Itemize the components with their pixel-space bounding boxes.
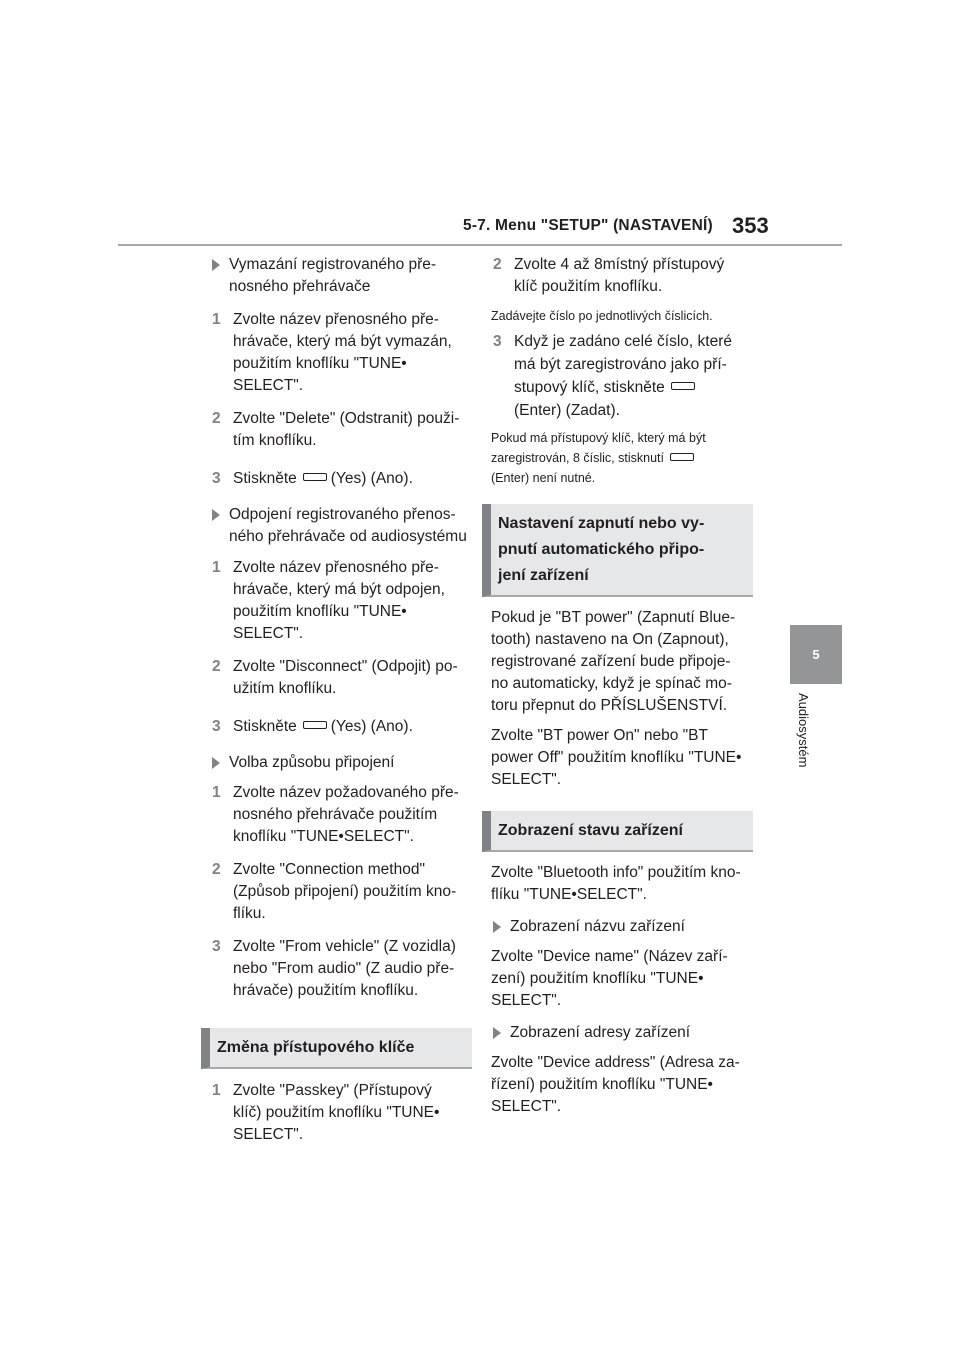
- auto-connect-instruction: Zvolte "BT power On" nebo "BT power Off" použitím knoflíku "TUNE• SELECT".: [491, 727, 742, 788]
- note-digits: Zadávejte číslo po jednotlivých číslicích.: [491, 309, 713, 323]
- enter-button-icon: [670, 453, 694, 461]
- step-text-pre: Stiskněte: [233, 470, 297, 487]
- auto-connect-section-heading: Nastavení zapnutí nebo vy- pnutí automatického připo- jení zařízení: [482, 504, 753, 597]
- step-text: Zvolte název požadovaného pře- nosného přehrávače použitím knoflíku "TUNE•SELECT".: [233, 784, 459, 845]
- left-column: [210, 254, 472, 1146]
- passkey-step-3: [491, 330, 753, 422]
- step-text-pre: Když je zadáno celé číslo, které má být zaregistrováno jako pří- stupový klíč, stiskněte: [514, 333, 732, 396]
- passkey-section-heading: Změna přístupového klíče: [201, 1028, 472, 1069]
- step-number: 1: [212, 1082, 221, 1099]
- step-number: 2: [212, 658, 221, 675]
- delete-heading: [210, 254, 472, 298]
- step-text: Zvolte "Connection method" (Způsob připojení) použitím kno- flíku.: [233, 861, 457, 922]
- header-rule: [118, 244, 842, 246]
- section-title: 5-7. Menu "SETUP" (NASTAVENÍ): [463, 217, 713, 234]
- auto-connect-text: Pokud je "BT power" (Zapnutí Blue- tooth) nastaveno na On (Zapnout), registrované zařízení bude připoje- no automaticky, když je spínač mo- toru přepnut do PŘÍSLUŠENSTVÍ.: [491, 609, 736, 714]
- yes-button-icon: [303, 473, 327, 481]
- note-text-post: (Enter) není nutné.: [491, 471, 596, 485]
- triangle-bullet-icon: [493, 921, 501, 933]
- step-number: 2: [212, 410, 221, 427]
- step-text-post: (Yes) (Ano).: [330, 470, 413, 487]
- method-step-1: [210, 782, 472, 848]
- delete-step-2: [210, 408, 472, 452]
- step-text: Zvolte 4 až 8místný přístupový klíč použitím knoflíku.: [514, 256, 725, 295]
- right-column: [491, 254, 753, 1118]
- disconnect-step-1: [210, 557, 472, 645]
- status-text: Zvolte "Bluetooth info" použitím kno- flíku "TUNE•SELECT".: [491, 864, 741, 903]
- name-heading: [491, 916, 753, 938]
- note-auto: [491, 428, 753, 488]
- method-step-2: [210, 859, 472, 925]
- step-number: 1: [212, 559, 221, 576]
- chapter-label: Audiosystém: [796, 693, 811, 768]
- step-text: Zvolte název přenosného pře- hrávače, který má být vymazán, použitím knoflíku "TUNE• SELECT".: [233, 311, 452, 394]
- step-text: Zvolte "Disconnect" (Odpojit) po- užitím knoflíku.: [233, 658, 458, 697]
- delete-step-1: [210, 309, 472, 397]
- triangle-bullet-icon: [212, 509, 220, 521]
- disconnect-step-2: [210, 656, 472, 700]
- chapter-tab: 5: [790, 625, 842, 684]
- triangle-bullet-icon: [212, 259, 220, 271]
- step-text: Zvolte název přenosného pře- hrávače, který má být odpojen, použitím knoflíku "TUNE• SELECT".: [233, 559, 445, 642]
- address-text: Zvolte "Device address" (Adresa za- řízení) použitím knoflíku "TUNE• SELECT".: [491, 1054, 740, 1115]
- address-heading-text: Zobrazení adresy zařízení: [510, 1024, 691, 1041]
- step-text: Zvolte "Passkey" (Přístupový klíč) použitím knoflíku "TUNE• SELECT".: [233, 1082, 440, 1143]
- step-text-post: (Enter) (Zadat).: [514, 402, 620, 419]
- yes-button-icon: [303, 721, 327, 729]
- step-text-post: (Yes) (Ano).: [330, 718, 413, 735]
- status-section-heading: Zobrazení stavu zařízení: [482, 811, 753, 852]
- step-text: Zvolte "From vehicle" (Z vozidla) nebo "From audio" (Z audio pře- hrávače) použitím knoflíku.: [233, 938, 456, 999]
- step-number: 3: [212, 938, 221, 955]
- note-text-pre: Pokud má přístupový klíč, který má být zaregistrován, 8 číslic, stisknutí: [491, 431, 706, 465]
- step-number: 2: [493, 256, 502, 273]
- triangle-bullet-icon: [212, 757, 220, 769]
- step-text: Zvolte "Delete" (Odstranit) použi- tím knoflíku.: [233, 410, 460, 449]
- delete-step-3: [210, 468, 472, 490]
- step-number: 2: [212, 861, 221, 878]
- method-heading-text: Volba způsobu připojení: [229, 754, 395, 771]
- name-text: Zvolte "Device name" (Název zaří- zení) použitím knoflíku "TUNE• SELECT".: [491, 948, 728, 1009]
- step-number: 1: [212, 311, 221, 328]
- step-text-pre: Stiskněte: [233, 718, 297, 735]
- delete-heading-text: Vymazání registrovaného pře- nosného přehrávače: [229, 256, 437, 295]
- disconnect-heading-text: Odpojení registrovaného přenos- ného přehrávače od audiosystému: [229, 506, 467, 545]
- method-heading: [210, 752, 472, 774]
- disconnect-step-3: [210, 716, 472, 738]
- step-number: 3: [493, 333, 502, 350]
- passkey-step-1: [210, 1080, 472, 1146]
- method-step-3: [210, 936, 472, 1002]
- step-number: 3: [212, 718, 221, 735]
- enter-button-icon: [671, 382, 695, 390]
- name-heading-text: Zobrazení názvu zařízení: [510, 918, 685, 935]
- passkey-step-2: [491, 254, 753, 298]
- step-number: 3: [212, 470, 221, 487]
- disconnect-heading: [210, 504, 472, 548]
- page-number: 353: [732, 213, 769, 238]
- address-heading: [491, 1022, 753, 1044]
- triangle-bullet-icon: [493, 1027, 501, 1039]
- step-number: 1: [212, 784, 221, 801]
